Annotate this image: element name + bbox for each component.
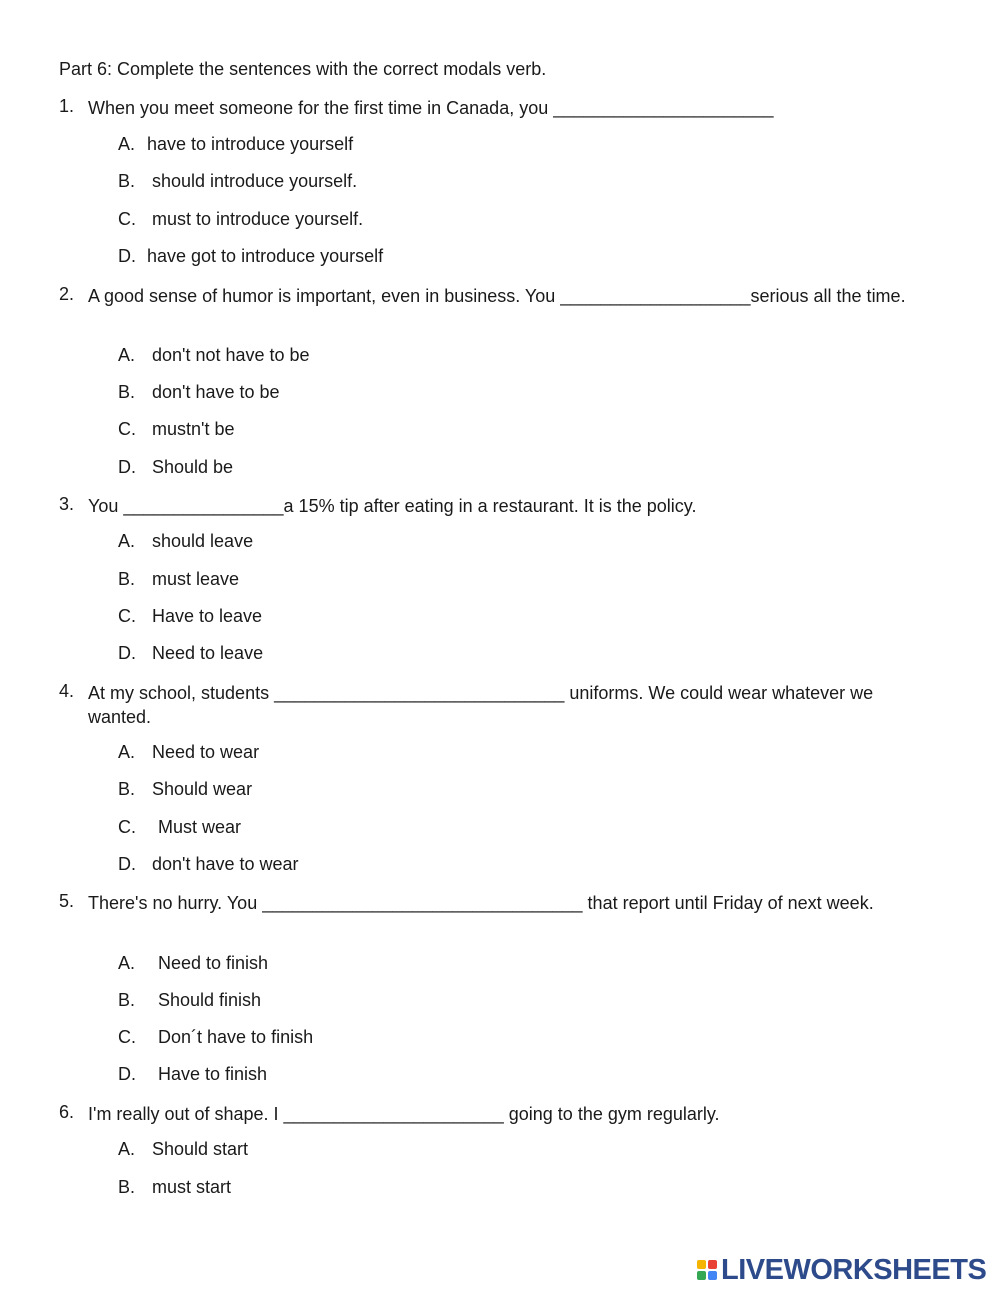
option-text: Have to finish — [158, 1064, 268, 1084]
option-text: must to introduce yourself. — [152, 209, 364, 229]
question-text: You ________________a 15% tip after eating in a restaurant. It is the policy. — [88, 496, 697, 516]
question-text: A good sense of humor is important, even in business. You ___________________serious all the time. — [88, 286, 906, 306]
option-text: should leave — [152, 531, 254, 551]
option-text: have to introduce yourself — [147, 134, 354, 154]
option-letter: D. — [118, 457, 136, 477]
option-letter: C. — [118, 419, 136, 439]
logo-mark-icon — [697, 1260, 717, 1280]
page-title: Part 6: Complete the sentences with the correct modals verb. — [59, 59, 547, 79]
option-text: Need to wear — [152, 742, 260, 762]
option-text: Should be — [152, 457, 234, 477]
question-number: 1. — [59, 96, 75, 116]
option-letter: B. — [118, 569, 136, 589]
question-number: 5. — [59, 891, 75, 911]
liveworksheets-logo[interactable] — [697, 1255, 986, 1285]
option-letter: B. — [118, 1177, 136, 1197]
option-text: don't not have to be — [152, 345, 310, 365]
option-letter: A. — [118, 345, 136, 365]
option-letter: A. — [118, 1139, 136, 1159]
question-number: 6. — [59, 1102, 75, 1122]
option-text: Should start — [152, 1139, 249, 1159]
option-text: Should wear — [152, 779, 253, 799]
option-letter: C. — [118, 606, 136, 626]
question-number: 4. — [59, 681, 75, 701]
option-letter: B. — [118, 171, 136, 191]
logo-square-icon — [697, 1271, 706, 1280]
option-text: Don´t have to finish — [158, 1027, 314, 1047]
question-number: 2. — [59, 284, 75, 304]
option-letter: D. — [118, 1064, 136, 1084]
option-letter: B. — [118, 990, 136, 1010]
option-letter: A. — [118, 134, 136, 154]
option-letter: B. — [118, 382, 136, 402]
option-letter: C. — [118, 209, 136, 229]
option-text: don't have to wear — [152, 854, 299, 874]
option-text: Need to finish — [158, 953, 269, 973]
option-letter: A. — [118, 953, 136, 973]
question-text: At my school, students _____________________________ uniforms. We could wear whatever we wanted. — [88, 683, 874, 727]
option-text: must start — [152, 1177, 232, 1197]
option-letter: C. — [118, 817, 136, 837]
option-text: Need to leave — [152, 643, 264, 663]
option-text: don't have to be — [152, 382, 280, 402]
option-letter: D. — [118, 643, 136, 663]
option-letter: D. — [118, 246, 136, 266]
logo-square-icon — [708, 1271, 717, 1280]
option-letter: D. — [118, 854, 136, 874]
question-text: When you meet someone for the first time in Canada, you ______________________ — [88, 98, 774, 118]
option-text: Should finish — [158, 990, 262, 1010]
logo-square-icon — [697, 1260, 706, 1269]
question-number: 3. — [59, 494, 75, 514]
option-text: have got to introduce yourself — [147, 246, 384, 266]
option-letter: B. — [118, 779, 136, 799]
question-text: I'm really out of shape. I ______________________ going to the gym regularly. — [88, 1104, 720, 1124]
question-text: There's no hurry. You ________________________________ that report until Friday of next week. — [88, 893, 874, 913]
option-letter: A. — [118, 531, 136, 551]
option-text: mustn't be — [152, 419, 235, 439]
option-text: should introduce yourself. — [152, 171, 358, 191]
logo-square-icon — [708, 1260, 717, 1269]
option-text: Must wear — [158, 817, 242, 837]
option-text: Have to leave — [152, 606, 263, 626]
option-letter: A. — [118, 742, 136, 762]
option-letter: C. — [118, 1027, 136, 1047]
logo-text: LIVEWORKSHEETS — [721, 1253, 987, 1286]
option-text: must leave — [152, 569, 240, 589]
